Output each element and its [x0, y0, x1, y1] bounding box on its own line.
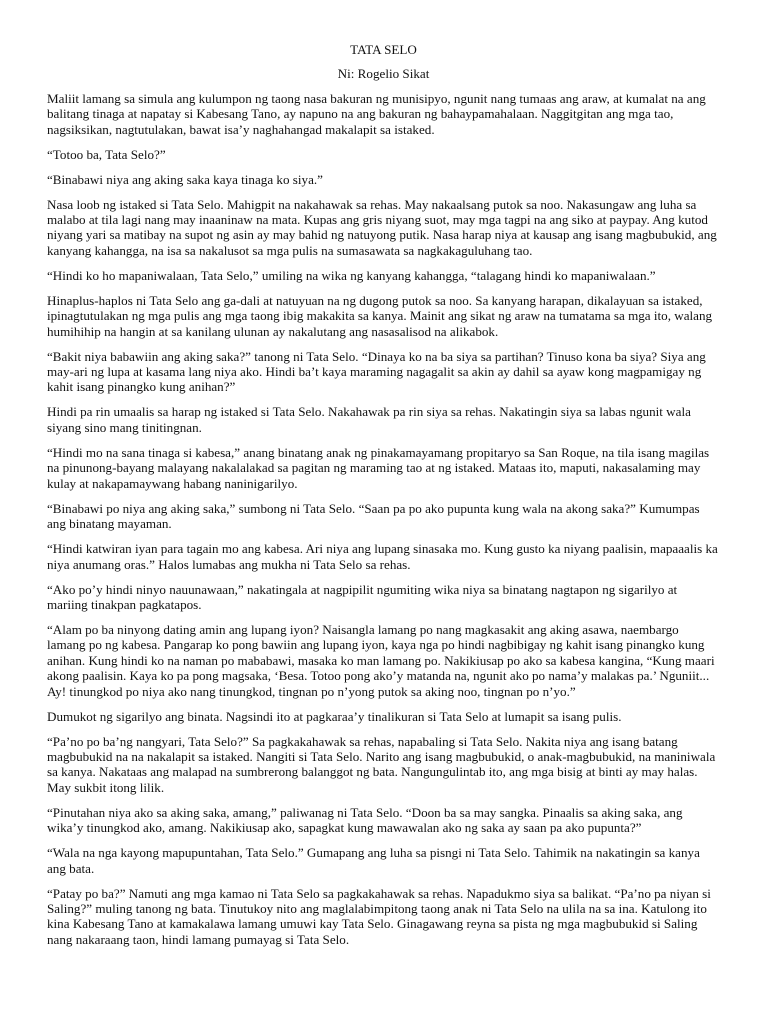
paragraph: Hinaplus-haplos ni Tata Selo ang ga-dali at natuyuan na ng dugong putok sa noo. Sa kanyang harapan, dikalayuan sa istaked, ipinagtutulakan ng mga pulis ang mga taong ibig makakita sa kanya. Mainit ang sikat ng araw na tumatama sa mga ito, walang humihihip na hangin at sa kanilang ulunan ay nakalutang ang nasasalisod na alikabok. — [47, 292, 713, 339]
paragraph: “Ako po’y hindi ninyo nauunawaan,” nakatingala at nagpipilit ngumiting wika niya sa binatang nagtapon ng sigarilyo at mariing tinakpan pagkatapos. — [47, 581, 678, 612]
paragraph: “Totoo ba, Tata Selo?” — [47, 146, 166, 162]
document-author: Ni: Rogelio Sikat — [337, 66, 430, 82]
paragraph: “Pa’no po ba’ng nangyari, Tata Selo?” Sa pagkakahawak sa rehas, napabaling si Tata Selo. Nakita niya ang isang batang magbubukid na na nakalapit sa istaked. Nangiti si Tata Selo. Narito ang isang magbubukid, o anak-magbubukid, na maniniwala sa kanya. Nakataas ang malapad na sumbrerong balanggot ng bata. Nangungulintab ito, ang mga bisig at binti ay may halas. May sukbit itong lilik. — [47, 733, 716, 795]
paragraph: Maliit lamang sa simula ang kulumpon ng taong nasa bakuran ng munisipyo, ngunit nang tumaas ang araw, at kumalat na ang balitang tinaga at napatay si Kabesang Tano, ay napuno na ang bakuran ng bahaypamahalaan. Naggitgitan ang mga tao, nagsiksikan, nagtutulakan, bawat isa’y naghahangad makalapit sa istaked. — [47, 90, 706, 137]
paragraph: “Pinutahan niya ako sa aking saka, amang,” paliwanag ni Tata Selo. “Doon ba sa may sangka. Pinaalis sa aking saka, ang wika’y tinungkod ako, amang. Nakikiusap ako, sapagkat kung mawawalan ako ng saka ay saan pa ako pupunta?” — [47, 804, 683, 836]
paragraph: “Binabawi po niya ang aking saka,” sumbong ni Tata Selo. “Saan pa po ako pupunta kung wala na akong saka?” Kumumpas ang binatang mayaman. — [47, 500, 700, 532]
paragraph: Dumukot ng sigarilyo ang binata. Nagsindi ito at pagkaraa’y tinalikuran si Tata Selo at lumapit sa isang pulis. — [47, 708, 622, 724]
document-title: TATA SELO — [350, 42, 417, 57]
paragraph: “Hindi mo na sana tinaga si kabesa,” anang binatang anak ng pinakamayamang propitaryo sa San Roque, na tila isang magilas na pinunong-bayang malayang nakalalakad sa pagitan ng maraming tao at ng istaked. Mataas ito, maputi, nakasalaming may kulay at nakapamaywang habang naninigarilyo. — [47, 444, 710, 491]
paragraph: “Alam po ba ninyong dating amin ang lupang iyon? Naisangla lamang po nang magkasakit ang aking asawa, naembargo lamang po ng kabesa. Pangarap ko pong bawiin ang lupang iyon, kaya nga po hindi nagbibigay ng kahit isang pinangko kung anihan. Kung hindi ko na naman po mababawi, masaka ko man lamang po. Nakikiusap po ako sa kabesa kangina, “Kung maari akong paalisin. Kaya ko pa pong magsaka, ‘Besa. Totoo pong ako’y matanda na, ngunit ako po nama’y malakas pa.’ Nguniit... Ay! tinungkod po niya ako nang tinungkod, tingnan po n’yong putok sa aking noo, tingnan po n’yo.” — [47, 621, 715, 699]
paragraph: “Bakit niya babawiin ang aking saka?” tanong ni Tata Selo. “Dinaya ko na ba siya sa partihan? Tinuso kona ba siya? Siya ang may-ari ng lupa at kasama lang niya ako. Hindi ba’t kaya maraming nagagalit sa akin ay dahil sa ayaw kong magpamigay ng kahit isang pinangko kung anihan?” — [47, 348, 706, 395]
paragraph: “Hindi katwiran iyan para tagain mo ang kabesa. Ari niya ang lupang sinasaka mo. Kung gusto ka niyang paalisin, mapaaalis ka niya anumang oras.” Halos lumabas ang mukha ni Tata Selo sa rehas. — [47, 541, 718, 572]
paragraph: Hindi pa rin umaalis sa harap ng istaked si Tata Selo. Nakahawak pa rin siya sa rehas. Nakatingin siya sa labas ngunit wala siyang sino mang tinitingnan. — [47, 404, 691, 435]
paragraph: “Hindi ko ho mapaniwalaan, Tata Selo,” umiling na wika ng kanyang kahangga, “talagang hindi ko mapaniwalaan.” — [47, 267, 656, 283]
paragraph: “Wala na nga kayong mapupuntahan, Tata Selo.” Gumapang ang luha sa pisngi ni Tata Selo. Tahimik na nakatingin sa kanya ang bata. — [47, 845, 700, 876]
paragraph: “Patay po ba?” Namuti ang mga kamao ni Tata Selo sa pagkakahawak sa rehas. Napadukmo siya sa balikat. “Pa’no pa niyan si Saling?” muling tanong ng bata. Tinutukoy nito ang maglalabimpitong taong anak ni Tata Selo na ulila na sa ina. Katulong ito kina Kabesang Tano at kamakalawa lamang umuwi kay Tata Selo. Ginagawang reyna sa pista ng mga magbubukid si Saling nang nakaraang taon, hindi lamang pumayag si Tata Selo. — [47, 885, 711, 947]
paragraph: “Binabawi niya ang aking saka kaya tinaga ko siya.” — [47, 171, 323, 187]
paragraph: Nasa loob ng istaked si Tata Selo. Mahigpit na nakahawak sa rehas. May nakaalsang putok sa noo. Nakasungaw ang luha sa malabo at tila lagi nang may inaaninaw na mata. Kupas ang gris niyang suot, may mga tagpi na ang siko at paypay. Ang kutod niyang yari sa matibay na supot ng asin ay may bahid ng natuyong putik. Nasa harap niya at kausap ang isang magbubukid, ang kanyang kahangga, na isa sa nakalusot sa mga pulis na sumasawata sa nagkakaguluhang tao. — [47, 196, 717, 258]
